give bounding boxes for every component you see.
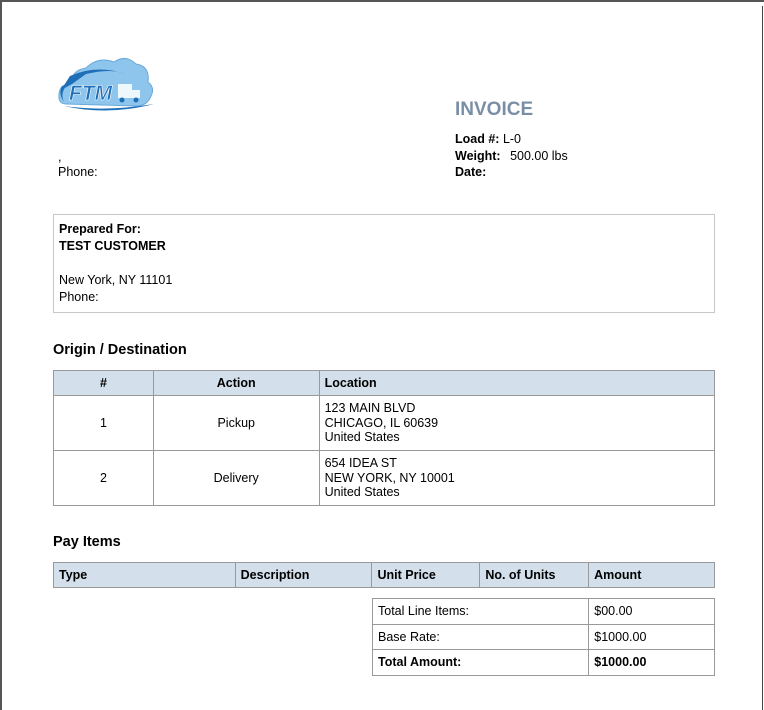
weight-value: 500.00 lbs [510,148,568,163]
stop-location [319,396,714,451]
stop-city: CHICAGO, IL 60639 [324,415,439,430]
table-row [54,451,715,506]
col-header-num: # [54,371,154,396]
col-header-unit-price: Unit Price [372,563,480,588]
ftm-logo [56,54,156,116]
col-header-units: No. of Units [480,563,589,588]
logo-text: FTM [69,82,113,105]
stop-action: Pickup [153,396,319,451]
pay-items-title: Pay Items [53,534,121,550]
date-row [455,164,568,181]
total-amount-label: Total Amount: [373,650,589,676]
total-line-items-label: Total Line Items: [373,599,589,625]
stop-country: United States [324,485,400,500]
stop-location [319,451,714,506]
col-header-amount: Amount [589,563,715,588]
total-line-items-value: $00.00 [589,599,715,625]
invoice-meta [455,131,568,181]
page-edge [762,6,763,710]
base-rate-label: Base Rate: [373,624,589,650]
pay-items-table [53,562,715,588]
spacer [59,255,709,272]
base-rate-value: $1000.00 [589,624,715,650]
stops-header-row [54,371,715,396]
weight-row [455,148,568,165]
origin-destination-title: Origin / Destination [53,342,187,358]
load-label: Load #: [455,132,500,146]
customer-phone-label: Phone: [59,290,99,304]
total-amount-value: $1000.00 [589,650,715,676]
invoice-title: INVOICE [455,99,534,120]
pay-header-row [54,563,715,588]
stop-action: Delivery [153,451,319,506]
company-name-line: , [58,150,62,164]
stop-country: United States [324,430,400,445]
load-value: L-0 [502,132,522,146]
table-row [373,624,715,650]
table-row [373,599,715,625]
totals-table [372,598,715,676]
table-row [54,396,715,451]
col-header-action: Action [153,371,319,396]
table-row [373,650,715,676]
stops-table [53,370,715,506]
company-phone-label: Phone: [58,165,98,179]
prepared-for-box [53,214,715,313]
stop-city: NEW YORK, NY 10001 [324,470,455,485]
weight-label: Weight: [455,148,501,163]
stop-street: 654 IDEA ST [324,456,397,471]
stop-num: 2 [54,451,154,506]
stop-street: 123 MAIN BLVD [324,401,416,416]
load-row [455,131,568,148]
col-header-type: Type [54,563,236,588]
col-header-location: Location [319,371,714,396]
date-label: Date: [455,165,487,179]
prepared-for-label: Prepared For: [59,222,141,236]
company-info [58,150,98,180]
stop-num: 1 [54,396,154,451]
col-header-description: Description [235,563,372,588]
customer-name: TEST CUSTOMER [59,239,166,253]
customer-city: New York, NY 11101 [59,273,173,287]
